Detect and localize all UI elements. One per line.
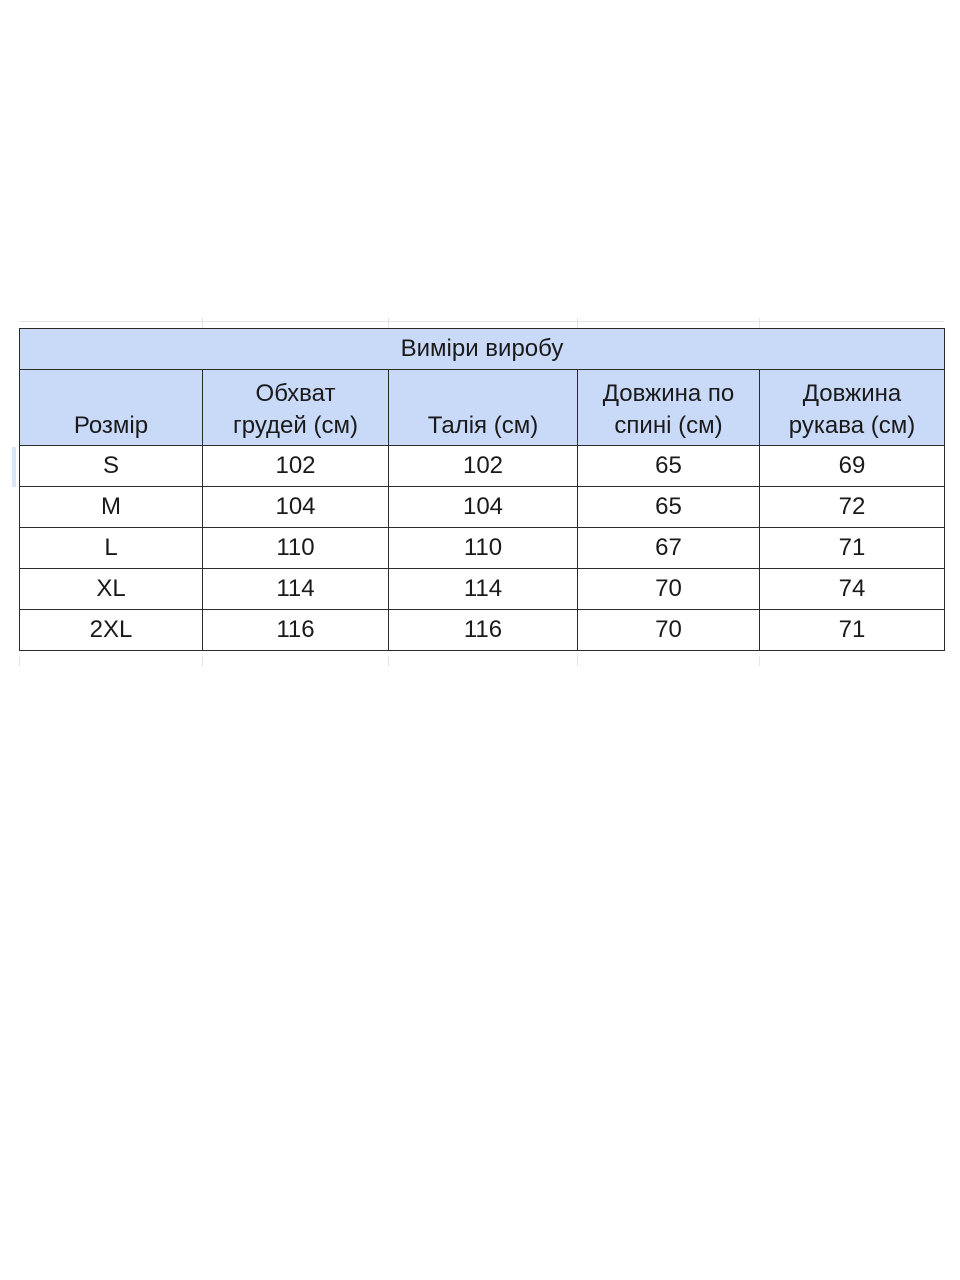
table-row [20, 446, 945, 487]
sheet-gridline [19, 656, 20, 666]
cell-size: S [20, 446, 203, 487]
sheet-gridline [202, 656, 203, 666]
cell-sleeve-length: 72 [760, 487, 945, 528]
sheet-gridline [388, 318, 389, 328]
table-row [20, 528, 945, 569]
cell-waist: 102 [389, 446, 578, 487]
sheet-gridline [759, 656, 760, 666]
cell-size: L [20, 528, 203, 569]
cell-chest: 116 [203, 610, 389, 651]
cell-chest: 110 [203, 528, 389, 569]
header-back-length [578, 370, 760, 446]
table-header-row [20, 370, 945, 446]
cell-size: 2XL [20, 610, 203, 651]
header-chest-label: Обхват грудей (см) [233, 380, 358, 439]
cell-back-length: 67 [578, 528, 760, 569]
cell-back-length: 65 [578, 487, 760, 528]
cell-back-length: 70 [578, 569, 760, 610]
cell-sleeve-length: 71 [760, 610, 945, 651]
sheet-gridline [19, 321, 944, 322]
cell-back-length: 70 [578, 610, 760, 651]
header-waist: Талія (см) [389, 370, 578, 446]
cell-sleeve-length: 74 [760, 569, 945, 610]
cell-sleeve-length: 71 [760, 528, 945, 569]
header-chest [203, 370, 389, 446]
header-back-length-label: Довжина по спині (см) [602, 380, 735, 439]
sheet-gridline [759, 318, 760, 328]
sheet-gridline [577, 318, 578, 328]
cell-size: M [20, 487, 203, 528]
cell-sleeve-length: 69 [760, 446, 945, 487]
header-size: Розмір [20, 370, 203, 446]
cell-waist: 114 [389, 569, 578, 610]
cell-back-length: 65 [578, 446, 760, 487]
sheet-gridline [388, 656, 389, 666]
size-chart-table [19, 328, 945, 651]
sheet-gridline [202, 318, 203, 328]
table-row [20, 569, 945, 610]
cell-waist: 110 [389, 528, 578, 569]
cell-waist: 104 [389, 487, 578, 528]
header-sleeve-length-label: Довжина рукава (см) [788, 380, 916, 439]
cell-waist: 116 [389, 610, 578, 651]
cell-size: XL [20, 569, 203, 610]
row-selection-marker [12, 447, 16, 487]
cell-chest: 102 [203, 446, 389, 487]
sheet-gridline [577, 656, 578, 666]
table-row [20, 487, 945, 528]
table-title-row [20, 329, 945, 370]
table-row [20, 610, 945, 651]
header-sleeve-length [760, 370, 945, 446]
table-title: Виміри виробу [20, 329, 945, 370]
cell-chest: 114 [203, 569, 389, 610]
cell-chest: 104 [203, 487, 389, 528]
